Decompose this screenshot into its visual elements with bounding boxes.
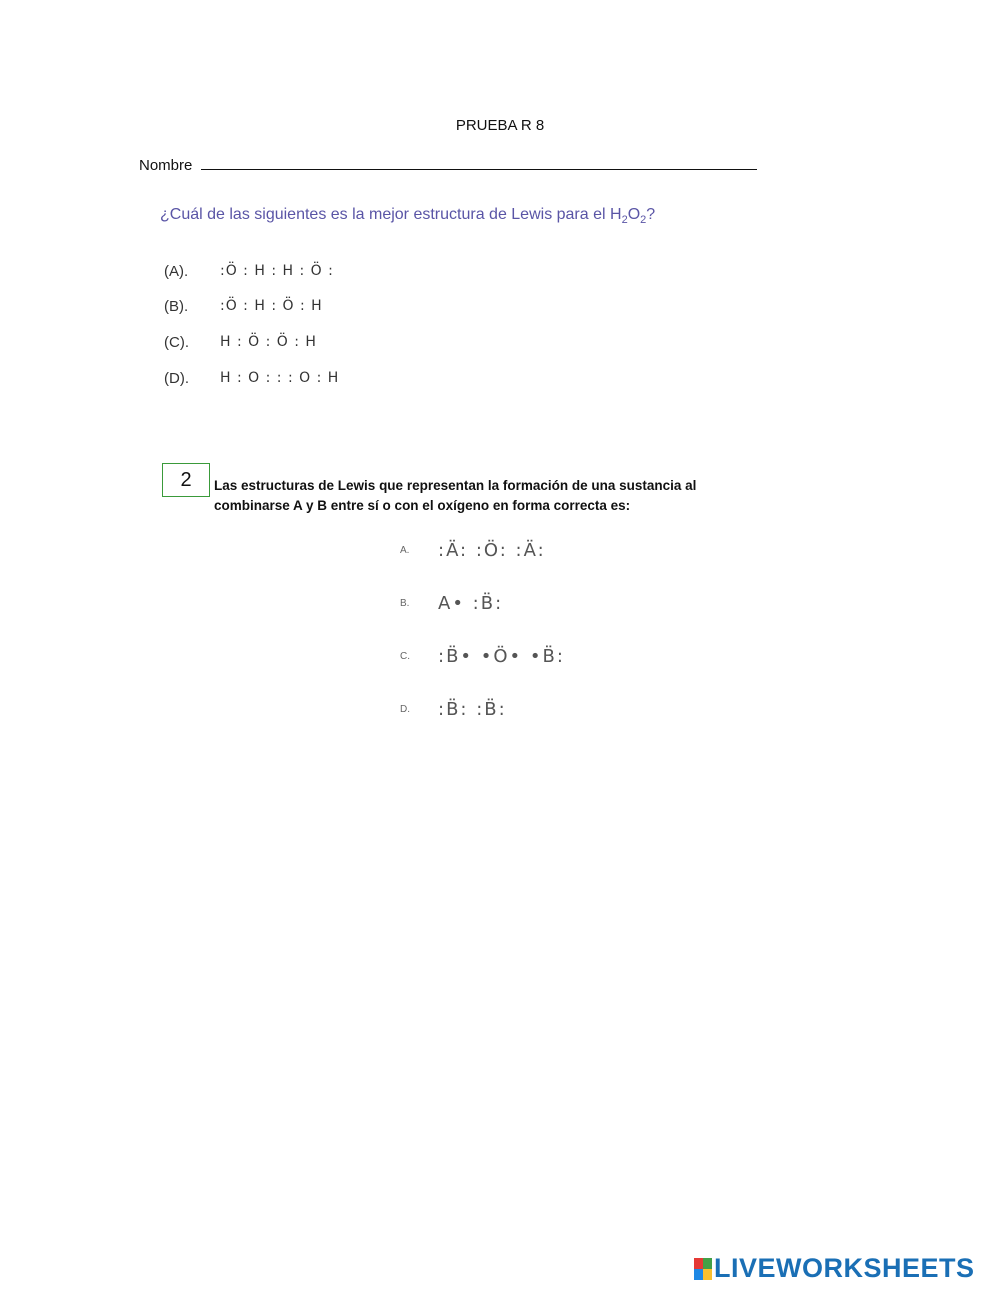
lewis-formula: :Ö : H : Ö : H [220, 298, 323, 314]
question-2-answer-box[interactable]: 2 [162, 463, 210, 497]
question-2-option-a[interactable]: A. :Ä: :Ö: :Ä: [400, 540, 546, 561]
liveworksheets-icon [694, 1258, 712, 1280]
question-1-text: ¿Cuál de las siguientes es la mejor estructura de Lewis para el $H_2O_2$? [160, 206, 656, 227]
question-2-option-d[interactable]: D. :B̈: :B̈: [400, 699, 507, 720]
question-1-option-b[interactable]: (B). :Ö : H : Ö : H [164, 298, 323, 315]
lewis-formula: H : O : : : O : H [220, 370, 340, 386]
question-1-option-d[interactable]: (D). H : O : : : O : H [164, 370, 340, 387]
question-2-option-c[interactable]: C. :B̈• •Ö• •B̈: [400, 646, 565, 667]
name-field [139, 155, 757, 174]
name-label: Nombre [139, 157, 193, 174]
question-1-option-c[interactable]: (C). H : Ö : Ö : H [164, 334, 317, 351]
lewis-formula: :Ä: :Ö: :Ä: [438, 540, 546, 561]
question-2-option-b[interactable]: B. A• :B̈: [400, 593, 504, 614]
lewis-formula: :Ö : H : H : Ö : [220, 263, 334, 279]
liveworksheets-logo[interactable] [694, 1253, 975, 1284]
question-2-text: Las estructuras de Lewis que representan la formación de una sustancia al combinarse A y B entre sí o con el oxígeno en forma correcta es: [214, 478, 697, 513]
lewis-formula: H : Ö : Ö : H [220, 334, 317, 350]
lewis-formula: :B̈• •Ö• •B̈: [438, 646, 565, 667]
brand-name: LIVEWORKSHEETS [714, 1253, 975, 1283]
lewis-formula: :B̈: :B̈: [438, 699, 507, 720]
page-title: PRUEBA R 8 [455, 117, 545, 134]
question-1-option-a[interactable]: (A). :Ö : H : H : Ö : [164, 263, 334, 280]
lewis-formula: A• :B̈: [438, 593, 504, 614]
name-input-line[interactable] [201, 155, 757, 170]
